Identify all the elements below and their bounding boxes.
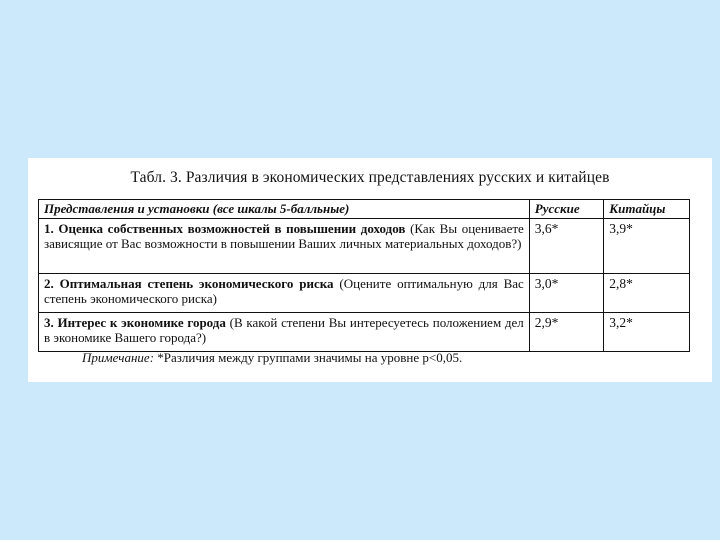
header-russians: Русские: [529, 200, 603, 219]
question-text: (Как Вы оцениваете зависящие от Вас возможности в повышении Ваших личных материальных доходов?): [44, 221, 524, 251]
note-text: *Различия между группами значимы на уровне p<0,05.: [154, 350, 463, 365]
table-row: [39, 219, 690, 274]
question-cell: [39, 274, 530, 313]
question-title: 2. Оптимальная степень экономического риска: [44, 276, 334, 291]
question-title: 1. Оценка собственных возможностей в повышении доходов: [44, 221, 406, 236]
russians-value: 2,9*: [529, 313, 603, 352]
question-cell: [39, 219, 530, 274]
header-chinese: Китайцы: [604, 200, 690, 219]
question-text: (Оцените оптимальную для Вас степень экономического риска): [44, 276, 524, 306]
header-representations: Представления и установки (все шкалы 5-балльные): [39, 200, 530, 219]
russians-value: 3,6*: [529, 219, 603, 274]
question-title: 3. Интерес к экономике города: [44, 315, 226, 330]
note-label: Примечание:: [82, 350, 155, 365]
table-note: [82, 350, 462, 366]
russians-value: 3,0*: [529, 274, 603, 313]
chinese-value: 3,9*: [604, 219, 690, 274]
table-caption: Табл. 3. Различия в экономических представлениях русских и китайцев: [130, 169, 610, 186]
table-header-row: [39, 200, 690, 219]
document-panel: [28, 158, 712, 382]
table-row: [39, 313, 690, 352]
table-row: [39, 274, 690, 313]
chinese-value: 3,2*: [604, 313, 690, 352]
question-text: (В какой степени Вы интересуетесь положением дел в экономике Вашего города?): [44, 315, 524, 345]
comparison-table: [38, 199, 690, 352]
question-cell: [39, 313, 530, 352]
chinese-value: 2,8*: [604, 274, 690, 313]
